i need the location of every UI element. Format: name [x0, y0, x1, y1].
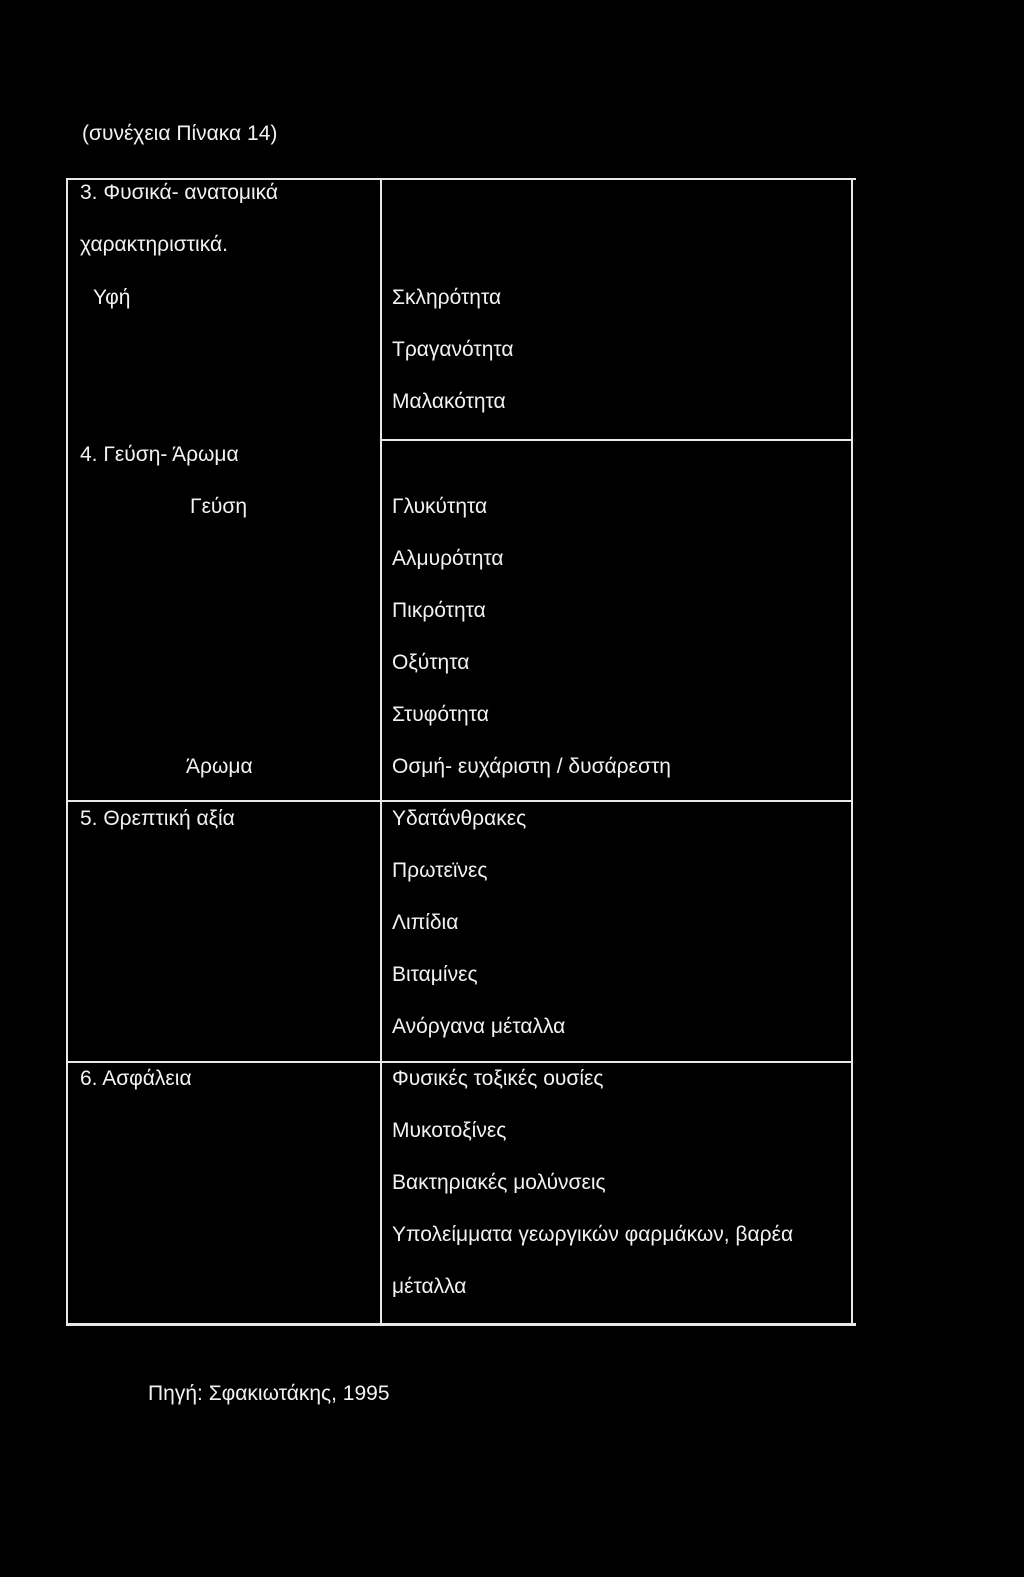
row-5-item-2: Πρωτεϊνες	[392, 859, 488, 882]
row-4-sub-label-taste: Γεύση	[190, 495, 248, 518]
row-5-category: 5. Θρεπτική αξία	[80, 807, 235, 830]
row-5-item-3: Λιπίδια	[392, 911, 459, 934]
row-3-item-3: Μαλακότητα	[392, 390, 506, 413]
row-3-category: 3. Φυσικά- ανατομικά	[80, 181, 279, 204]
row-divider-3	[66, 1061, 852, 1063]
row-4-aroma-item: Οσμή- ευχάριστη / δυσάρεστη	[392, 755, 671, 778]
row-6-item-1: Φυσικές τοξικές ουσίες	[392, 1067, 604, 1090]
row-4-item-4: Οξύτητα	[392, 651, 470, 674]
table-border-top	[66, 178, 856, 180]
row-6-category: 6. Ασφάλεια	[80, 1067, 192, 1090]
row-6-item-5: μέταλλα	[392, 1275, 467, 1298]
row-5-item-5: Ανόργανα μέταλλα	[392, 1015, 566, 1038]
row-4-item-1: Γλυκύτητα	[392, 495, 488, 518]
row-3-item-1: Σκληρότητα	[392, 286, 502, 309]
row-6-item-4: Υπολείμματα γεωργικών φαρμάκων, βαρέα	[392, 1223, 794, 1246]
row-6-item-2: Μυκοτοξίνες	[392, 1119, 507, 1142]
table-caption: (συνέχεια Πίνακα 14)	[82, 122, 278, 145]
row-4-item-2: Αλμυρότητα	[392, 547, 504, 570]
source-note: Πηγή: Σφακιωτάκης, 1995	[148, 1382, 390, 1405]
row-divider-2	[66, 800, 852, 802]
row-4-category: 4. Γεύση- Άρωμα	[80, 443, 239, 466]
row-5-item-4: Βιταμίνες	[392, 963, 478, 986]
row-5-item-1: Υδατάνθρακες	[392, 807, 527, 830]
row-3-sub-label: Υφή	[93, 286, 131, 309]
row-divider-1	[380, 439, 852, 441]
row-3-item-2: Τραγανότητα	[392, 338, 514, 361]
row-6-item-3: Βακτηριακές μολύνσεις	[392, 1171, 606, 1194]
row-4-item-5: Στυφότητα	[392, 703, 489, 726]
table-column-divider	[380, 178, 382, 1325]
row-3-category-continued: χαρακτηριστικά.	[80, 233, 228, 256]
table-border-right	[851, 178, 853, 1325]
table-border-bottom	[66, 1323, 856, 1326]
row-4-sub-label-aroma: Άρωμα	[186, 755, 253, 778]
row-4-item-3: Πικρότητα	[392, 599, 486, 622]
table-border-left	[66, 178, 68, 1325]
